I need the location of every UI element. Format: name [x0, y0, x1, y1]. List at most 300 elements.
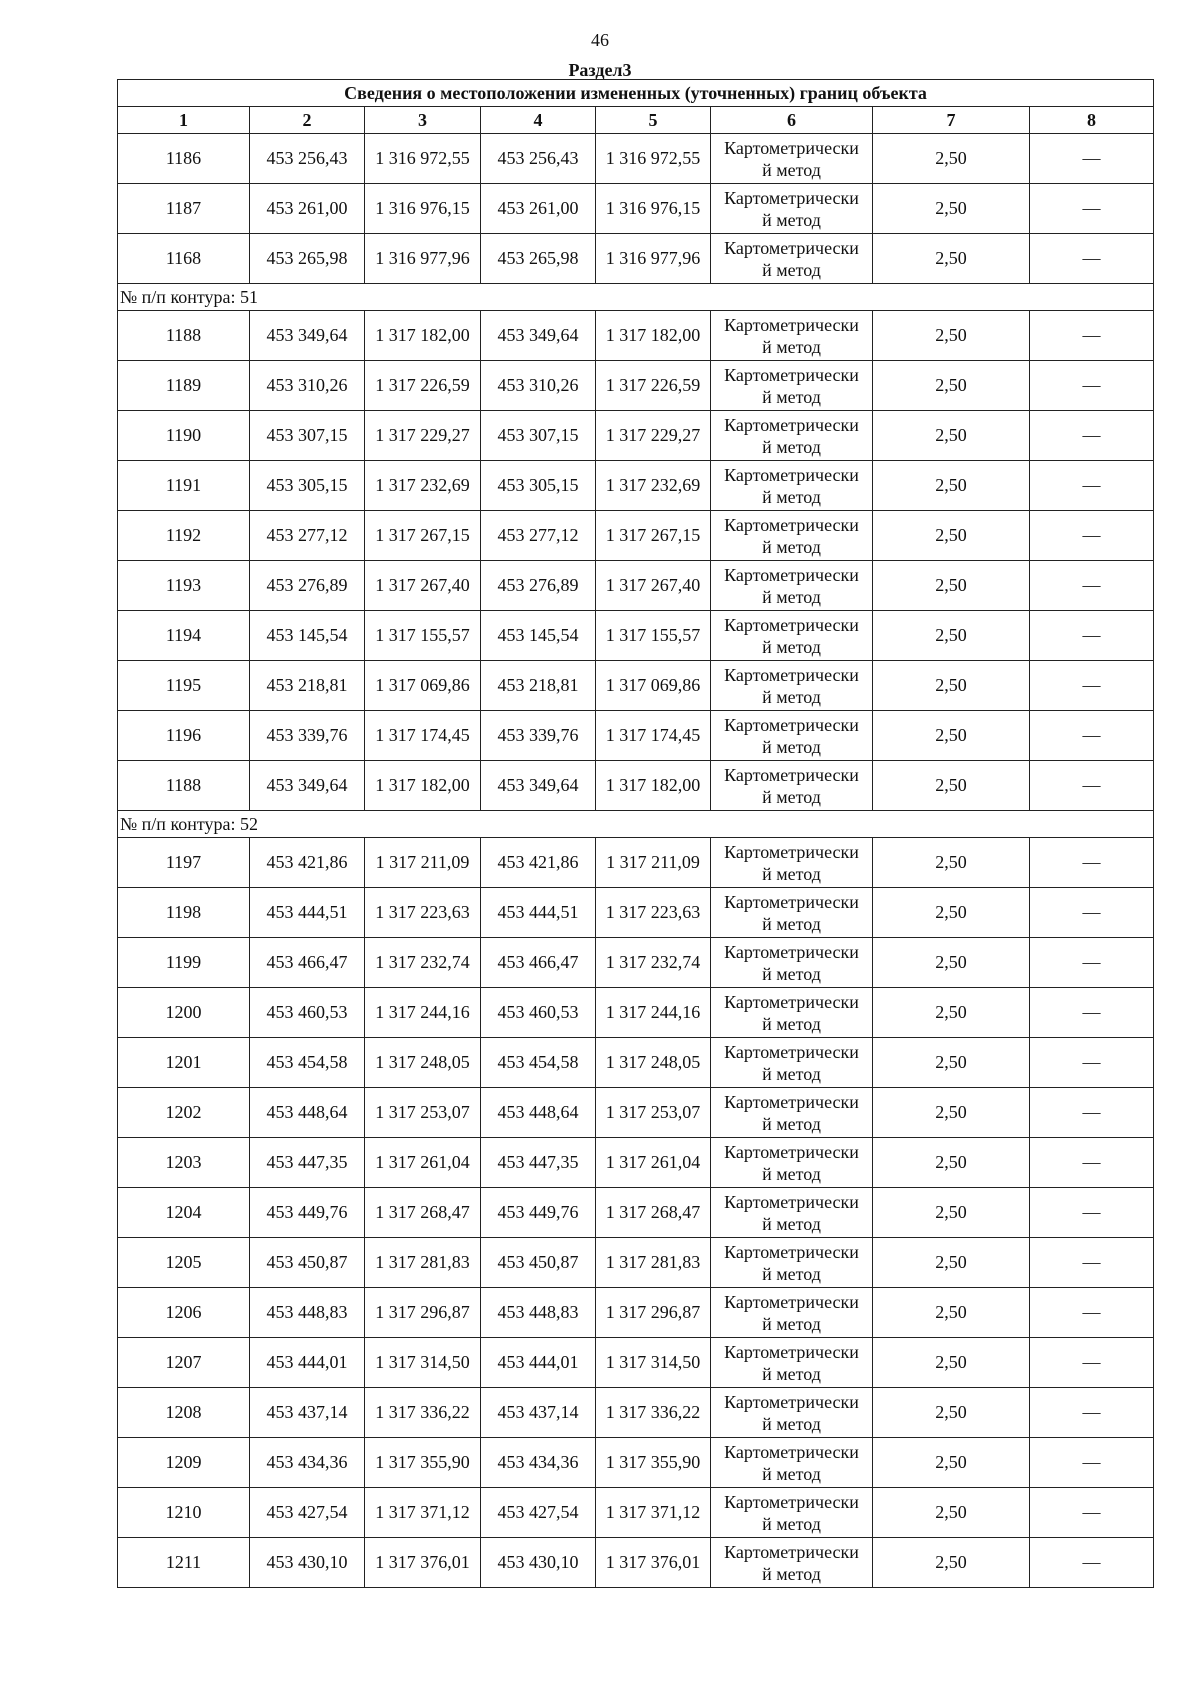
description-cell: — — [1030, 1188, 1154, 1238]
description-cell: — — [1030, 184, 1154, 234]
description-cell: — — [1030, 988, 1154, 1038]
method-cell — [711, 1038, 873, 1088]
column-number: 8 — [1030, 107, 1154, 134]
table-row — [118, 1538, 1154, 1588]
description-cell: — — [1030, 361, 1154, 411]
method-text-line2: й метод — [762, 1313, 821, 1334]
y-coordinate-new: 1 316 977,96 — [596, 234, 711, 284]
table-row — [118, 361, 1154, 411]
y-coordinate-new: 1 317 281,83 — [596, 1238, 711, 1288]
y-coordinate-existing: 1 317 355,90 — [365, 1438, 481, 1488]
accuracy-value: 2,50 — [873, 361, 1030, 411]
point-number: 1201 — [118, 1038, 250, 1088]
method-cell — [711, 938, 873, 988]
y-coordinate-new: 1 317 232,74 — [596, 938, 711, 988]
accuracy-value: 2,50 — [873, 1488, 1030, 1538]
x-coordinate-existing: 453 265,98 — [250, 234, 365, 284]
point-number: 1198 — [118, 888, 250, 938]
method-cell — [711, 761, 873, 811]
x-coordinate-new: 453 310,26 — [481, 361, 596, 411]
y-coordinate-new: 1 317 267,15 — [596, 511, 711, 561]
point-number: 1208 — [118, 1388, 250, 1438]
method-text-line2: й метод — [762, 963, 821, 984]
y-coordinate-existing: 1 317 069,86 — [365, 661, 481, 711]
method-cell — [711, 711, 873, 761]
y-coordinate-new: 1 317 223,63 — [596, 888, 711, 938]
x-coordinate-existing: 453 454,58 — [250, 1038, 365, 1088]
accuracy-value: 2,50 — [873, 761, 1030, 811]
column-number: 7 — [873, 107, 1030, 134]
description-cell: — — [1030, 1038, 1154, 1088]
method-text-line2: й метод — [762, 1463, 821, 1484]
y-coordinate-new: 1 317 211,09 — [596, 838, 711, 888]
table-row — [118, 561, 1154, 611]
method-text-line1: Картометрически — [724, 1091, 859, 1112]
x-coordinate-existing: 453 305,15 — [250, 461, 365, 511]
y-coordinate-existing: 1 317 229,27 — [365, 411, 481, 461]
accuracy-value: 2,50 — [873, 511, 1030, 561]
x-coordinate-existing: 453 447,35 — [250, 1138, 365, 1188]
method-cell — [711, 888, 873, 938]
x-coordinate-existing: 453 448,64 — [250, 1088, 365, 1138]
x-coordinate-new: 453 276,89 — [481, 561, 596, 611]
table-row — [118, 1238, 1154, 1288]
method-text-line1: Картометрически — [724, 1541, 859, 1562]
y-coordinate-new: 1 317 267,40 — [596, 561, 711, 611]
y-coordinate-new: 1 316 976,15 — [596, 184, 711, 234]
point-number: 1188 — [118, 311, 250, 361]
y-coordinate-existing: 1 317 223,63 — [365, 888, 481, 938]
x-coordinate-existing: 453 460,53 — [250, 988, 365, 1038]
method-text-line2: й метод — [762, 1013, 821, 1034]
x-coordinate-new: 453 434,36 — [481, 1438, 596, 1488]
description-cell: — — [1030, 1438, 1154, 1488]
method-cell — [711, 988, 873, 1038]
x-coordinate-existing: 453 434,36 — [250, 1438, 365, 1488]
point-number: 1195 — [118, 661, 250, 711]
table-row — [118, 988, 1154, 1038]
y-coordinate-existing: 1 317 261,04 — [365, 1138, 481, 1188]
x-coordinate-existing: 453 145,54 — [250, 611, 365, 661]
y-coordinate-existing: 1 317 182,00 — [365, 311, 481, 361]
x-coordinate-new: 453 218,81 — [481, 661, 596, 711]
method-cell — [711, 361, 873, 411]
accuracy-value: 2,50 — [873, 184, 1030, 234]
accuracy-value: 2,50 — [873, 234, 1030, 284]
table-row — [118, 234, 1154, 284]
method-text-line1: Картометрически — [724, 1391, 859, 1412]
accuracy-value: 2,50 — [873, 1288, 1030, 1338]
method-text-line2: й метод — [762, 386, 821, 407]
x-coordinate-new: 453 449,76 — [481, 1188, 596, 1238]
method-text-line2: й метод — [762, 1263, 821, 1284]
description-cell: — — [1030, 1388, 1154, 1438]
method-text-line1: Картометрически — [724, 614, 859, 635]
method-cell — [711, 134, 873, 184]
accuracy-value: 2,50 — [873, 411, 1030, 461]
x-coordinate-new: 453 145,54 — [481, 611, 596, 661]
method-text-line2: й метод — [762, 1213, 821, 1234]
method-text-line2: й метод — [762, 486, 821, 507]
point-number: 1203 — [118, 1138, 250, 1188]
y-coordinate-existing: 1 317 296,87 — [365, 1288, 481, 1338]
x-coordinate-existing: 453 349,64 — [250, 311, 365, 361]
point-number: 1211 — [118, 1538, 250, 1588]
method-cell — [711, 1138, 873, 1188]
x-coordinate-new: 453 427,54 — [481, 1488, 596, 1538]
method-text-line2: й метод — [762, 1413, 821, 1434]
table-row — [118, 461, 1154, 511]
y-coordinate-existing: 1 317 371,12 — [365, 1488, 481, 1538]
table-row — [118, 661, 1154, 711]
y-coordinate-existing: 1 317 281,83 — [365, 1238, 481, 1288]
y-coordinate-existing: 1 317 182,00 — [365, 761, 481, 811]
accuracy-value: 2,50 — [873, 1538, 1030, 1588]
accuracy-value: 2,50 — [873, 711, 1030, 761]
x-coordinate-new: 453 256,43 — [481, 134, 596, 184]
table-row — [118, 134, 1154, 184]
method-text-line2: й метод — [762, 536, 821, 557]
accuracy-value: 2,50 — [873, 1388, 1030, 1438]
x-coordinate-new: 453 349,64 — [481, 761, 596, 811]
point-number: 1192 — [118, 511, 250, 561]
y-coordinate-new: 1 317 229,27 — [596, 411, 711, 461]
point-number: 1205 — [118, 1238, 250, 1288]
y-coordinate-existing: 1 317 267,15 — [365, 511, 481, 561]
description-cell: — — [1030, 411, 1154, 461]
description-cell: — — [1030, 234, 1154, 284]
x-coordinate-existing: 453 444,01 — [250, 1338, 365, 1388]
method-cell — [711, 461, 873, 511]
x-coordinate-existing: 453 449,76 — [250, 1188, 365, 1238]
x-coordinate-new: 453 460,53 — [481, 988, 596, 1038]
method-text-line1: Картометрически — [724, 137, 859, 158]
table-row — [118, 311, 1154, 361]
y-coordinate-existing: 1 317 211,09 — [365, 838, 481, 888]
description-cell: — — [1030, 888, 1154, 938]
table-row — [118, 888, 1154, 938]
table-row — [118, 411, 1154, 461]
point-number: 1191 — [118, 461, 250, 511]
table-row — [118, 1038, 1154, 1088]
method-text-line1: Картометрически — [724, 1191, 859, 1212]
method-cell — [711, 1438, 873, 1488]
accuracy-value: 2,50 — [873, 1188, 1030, 1238]
method-text-line2: й метод — [762, 586, 821, 607]
method-text-line1: Картометрически — [724, 941, 859, 962]
method-text-line1: Картометрически — [724, 464, 859, 485]
table-row — [118, 1338, 1154, 1388]
method-cell — [711, 1388, 873, 1438]
y-coordinate-existing: 1 317 253,07 — [365, 1088, 481, 1138]
method-cell — [711, 1488, 873, 1538]
table-row — [118, 1438, 1154, 1488]
method-cell — [711, 184, 873, 234]
point-number: 1202 — [118, 1088, 250, 1138]
contour-label: № п/п контура: 52 — [118, 811, 1154, 838]
table-caption: Сведения о местоположении измененных (уточненных) границ объекта — [118, 80, 1154, 107]
description-cell: — — [1030, 561, 1154, 611]
method-text-line1: Картометрически — [724, 564, 859, 585]
method-text-line1: Картометрически — [724, 1441, 859, 1462]
x-coordinate-new: 453 305,15 — [481, 461, 596, 511]
method-cell — [711, 561, 873, 611]
accuracy-value: 2,50 — [873, 461, 1030, 511]
x-coordinate-new: 453 339,76 — [481, 711, 596, 761]
accuracy-value: 2,50 — [873, 938, 1030, 988]
method-text-line2: й метод — [762, 636, 821, 657]
description-cell: — — [1030, 511, 1154, 561]
x-coordinate-existing: 453 450,87 — [250, 1238, 365, 1288]
method-text-line2: й метод — [762, 1063, 821, 1084]
description-cell: — — [1030, 1288, 1154, 1338]
method-text-line2: й метод — [762, 863, 821, 884]
method-cell — [711, 1238, 873, 1288]
point-number: 1188 — [118, 761, 250, 811]
method-text-line2: й метод — [762, 1513, 821, 1534]
accuracy-value: 2,50 — [873, 1088, 1030, 1138]
method-text-line2: й метод — [762, 159, 821, 180]
method-text-line1: Картометрически — [724, 237, 859, 258]
y-coordinate-new: 1 317 296,87 — [596, 1288, 711, 1338]
table-row — [118, 1188, 1154, 1238]
point-number: 1206 — [118, 1288, 250, 1338]
x-coordinate-existing: 453 444,51 — [250, 888, 365, 938]
y-coordinate-existing: 1 317 248,05 — [365, 1038, 481, 1088]
contour-label: № п/п контура: 51 — [118, 284, 1154, 311]
x-coordinate-new: 453 437,14 — [481, 1388, 596, 1438]
y-coordinate-new: 1 317 248,05 — [596, 1038, 711, 1088]
column-number: 5 — [596, 107, 711, 134]
accuracy-value: 2,50 — [873, 1338, 1030, 1388]
method-text-line1: Картометрически — [724, 1141, 859, 1162]
y-coordinate-new: 1 317 376,01 — [596, 1538, 711, 1588]
method-cell — [711, 1288, 873, 1338]
x-coordinate-new: 453 349,64 — [481, 311, 596, 361]
x-coordinate-existing: 453 276,89 — [250, 561, 365, 611]
method-text-line1: Картометрически — [724, 714, 859, 735]
method-text-line2: й метод — [762, 736, 821, 757]
x-coordinate-new: 453 265,98 — [481, 234, 596, 284]
description-cell: — — [1030, 134, 1154, 184]
method-cell — [711, 311, 873, 361]
contour-row — [118, 284, 1154, 311]
x-coordinate-new: 453 307,15 — [481, 411, 596, 461]
accuracy-value: 2,50 — [873, 311, 1030, 361]
x-coordinate-new: 453 448,83 — [481, 1288, 596, 1338]
y-coordinate-existing: 1 317 174,45 — [365, 711, 481, 761]
description-cell: — — [1030, 1488, 1154, 1538]
method-text-line2: й метод — [762, 1113, 821, 1134]
method-cell — [711, 611, 873, 661]
description-cell: — — [1030, 1138, 1154, 1188]
y-coordinate-new: 1 317 069,86 — [596, 661, 711, 711]
column-number: 3 — [365, 107, 481, 134]
point-number: 1209 — [118, 1438, 250, 1488]
method-text-line1: Картометрически — [724, 1041, 859, 1062]
x-coordinate-existing: 453 339,76 — [250, 711, 365, 761]
y-coordinate-new: 1 317 261,04 — [596, 1138, 711, 1188]
point-number: 1199 — [118, 938, 250, 988]
x-coordinate-existing: 453 430,10 — [250, 1538, 365, 1588]
x-coordinate-new: 453 444,01 — [481, 1338, 596, 1388]
accuracy-value: 2,50 — [873, 1238, 1030, 1288]
y-coordinate-existing: 1 317 376,01 — [365, 1538, 481, 1588]
y-coordinate-existing: 1 316 976,15 — [365, 184, 481, 234]
column-number: 6 — [711, 107, 873, 134]
x-coordinate-new: 453 430,10 — [481, 1538, 596, 1588]
accuracy-value: 2,50 — [873, 1138, 1030, 1188]
method-text-line1: Картометрически — [724, 364, 859, 385]
method-text-line1: Картометрически — [724, 991, 859, 1012]
x-coordinate-new: 453 277,12 — [481, 511, 596, 561]
accuracy-value: 2,50 — [873, 134, 1030, 184]
point-number: 1193 — [118, 561, 250, 611]
y-coordinate-new: 1 317 232,69 — [596, 461, 711, 511]
method-text-line2: й метод — [762, 259, 821, 280]
table-row — [118, 611, 1154, 661]
y-coordinate-new: 1 317 182,00 — [596, 311, 711, 361]
method-cell — [711, 1338, 873, 1388]
method-text-line2: й метод — [762, 1163, 821, 1184]
method-text-line1: Картометрически — [724, 1491, 859, 1512]
point-number: 1200 — [118, 988, 250, 1038]
section-title: Раздел3 — [568, 60, 632, 80]
table-row — [118, 761, 1154, 811]
x-coordinate-existing: 453 218,81 — [250, 661, 365, 711]
table-row — [118, 838, 1154, 888]
y-coordinate-existing: 1 317 232,74 — [365, 938, 481, 988]
description-cell: — — [1030, 1338, 1154, 1388]
y-coordinate-new: 1 316 972,55 — [596, 134, 711, 184]
accuracy-value: 2,50 — [873, 838, 1030, 888]
point-number: 1189 — [118, 361, 250, 411]
description-cell: — — [1030, 938, 1154, 988]
y-coordinate-new: 1 317 253,07 — [596, 1088, 711, 1138]
x-coordinate-new: 453 261,00 — [481, 184, 596, 234]
method-text-line1: Картометрически — [724, 514, 859, 535]
x-coordinate-existing: 453 307,15 — [250, 411, 365, 461]
method-cell — [711, 1188, 873, 1238]
page-number: 46 — [591, 30, 609, 50]
method-text-line2: й метод — [762, 1363, 821, 1384]
point-number: 1196 — [118, 711, 250, 761]
x-coordinate-new: 453 448,64 — [481, 1088, 596, 1138]
coordinates-table — [117, 79, 1154, 1588]
accuracy-value: 2,50 — [873, 988, 1030, 1038]
y-coordinate-existing: 1 317 268,47 — [365, 1188, 481, 1238]
table-row — [118, 184, 1154, 234]
method-cell — [711, 511, 873, 561]
method-text-line1: Картометрически — [724, 1341, 859, 1362]
x-coordinate-new: 453 421,86 — [481, 838, 596, 888]
method-text-line1: Картометрически — [724, 187, 859, 208]
table-row — [118, 1288, 1154, 1338]
table-row — [118, 1488, 1154, 1538]
method-text-line2: й метод — [762, 913, 821, 934]
method-cell — [711, 838, 873, 888]
column-number: 2 — [250, 107, 365, 134]
description-cell: — — [1030, 661, 1154, 711]
method-text-line1: Картометрически — [724, 1291, 859, 1312]
table-row — [118, 1138, 1154, 1188]
table-body — [118, 134, 1154, 1588]
y-coordinate-existing: 1 316 972,55 — [365, 134, 481, 184]
x-coordinate-new: 453 454,58 — [481, 1038, 596, 1088]
y-coordinate-existing: 1 317 232,69 — [365, 461, 481, 511]
description-cell: — — [1030, 1238, 1154, 1288]
y-coordinate-new: 1 317 226,59 — [596, 361, 711, 411]
contour-row — [118, 811, 1154, 838]
x-coordinate-new: 453 444,51 — [481, 888, 596, 938]
y-coordinate-new: 1 317 174,45 — [596, 711, 711, 761]
x-coordinate-existing: 453 277,12 — [250, 511, 365, 561]
x-coordinate-new: 453 447,35 — [481, 1138, 596, 1188]
method-text-line1: Картометрически — [724, 764, 859, 785]
y-coordinate-existing: 1 317 244,16 — [365, 988, 481, 1038]
description-cell: — — [1030, 711, 1154, 761]
method-cell — [711, 1088, 873, 1138]
description-cell: — — [1030, 311, 1154, 361]
point-number: 1187 — [118, 184, 250, 234]
method-text-line2: й метод — [762, 686, 821, 707]
description-cell: — — [1030, 1538, 1154, 1588]
table-row — [118, 1088, 1154, 1138]
point-number: 1204 — [118, 1188, 250, 1238]
method-cell — [711, 234, 873, 284]
method-text-line2: й метод — [762, 336, 821, 357]
method-text-line1: Картометрически — [724, 891, 859, 912]
table-row — [118, 938, 1154, 988]
x-coordinate-existing: 453 310,26 — [250, 361, 365, 411]
table-row — [118, 711, 1154, 761]
accuracy-value: 2,50 — [873, 611, 1030, 661]
y-coordinate-new: 1 317 155,57 — [596, 611, 711, 661]
x-coordinate-existing: 453 261,00 — [250, 184, 365, 234]
accuracy-value: 2,50 — [873, 561, 1030, 611]
x-coordinate-new: 453 450,87 — [481, 1238, 596, 1288]
table-row — [118, 511, 1154, 561]
method-text-line2: й метод — [762, 1563, 821, 1584]
y-coordinate-existing: 1 317 226,59 — [365, 361, 481, 411]
method-cell — [711, 1538, 873, 1588]
point-number: 1210 — [118, 1488, 250, 1538]
y-coordinate-existing: 1 317 314,50 — [365, 1338, 481, 1388]
x-coordinate-existing: 453 427,54 — [250, 1488, 365, 1538]
point-number: 1197 — [118, 838, 250, 888]
y-coordinate-new: 1 317 268,47 — [596, 1188, 711, 1238]
description-cell: — — [1030, 1088, 1154, 1138]
description-cell: — — [1030, 461, 1154, 511]
y-coordinate-existing: 1 317 267,40 — [365, 561, 481, 611]
y-coordinate-existing: 1 317 336,22 — [365, 1388, 481, 1438]
x-coordinate-existing: 453 421,86 — [250, 838, 365, 888]
point-number: 1207 — [118, 1338, 250, 1388]
method-text-line2: й метод — [762, 786, 821, 807]
method-text-line1: Картометрически — [724, 314, 859, 335]
x-coordinate-existing: 453 466,47 — [250, 938, 365, 988]
description-cell: — — [1030, 838, 1154, 888]
accuracy-value: 2,50 — [873, 1438, 1030, 1488]
y-coordinate-new: 1 317 244,16 — [596, 988, 711, 1038]
column-number: 4 — [481, 107, 596, 134]
x-coordinate-existing: 453 256,43 — [250, 134, 365, 184]
method-text-line1: Картометрически — [724, 1241, 859, 1262]
y-coordinate-new: 1 317 355,90 — [596, 1438, 711, 1488]
method-text-line2: й метод — [762, 436, 821, 457]
method-cell — [711, 411, 873, 461]
method-text-line1: Картометрически — [724, 841, 859, 862]
